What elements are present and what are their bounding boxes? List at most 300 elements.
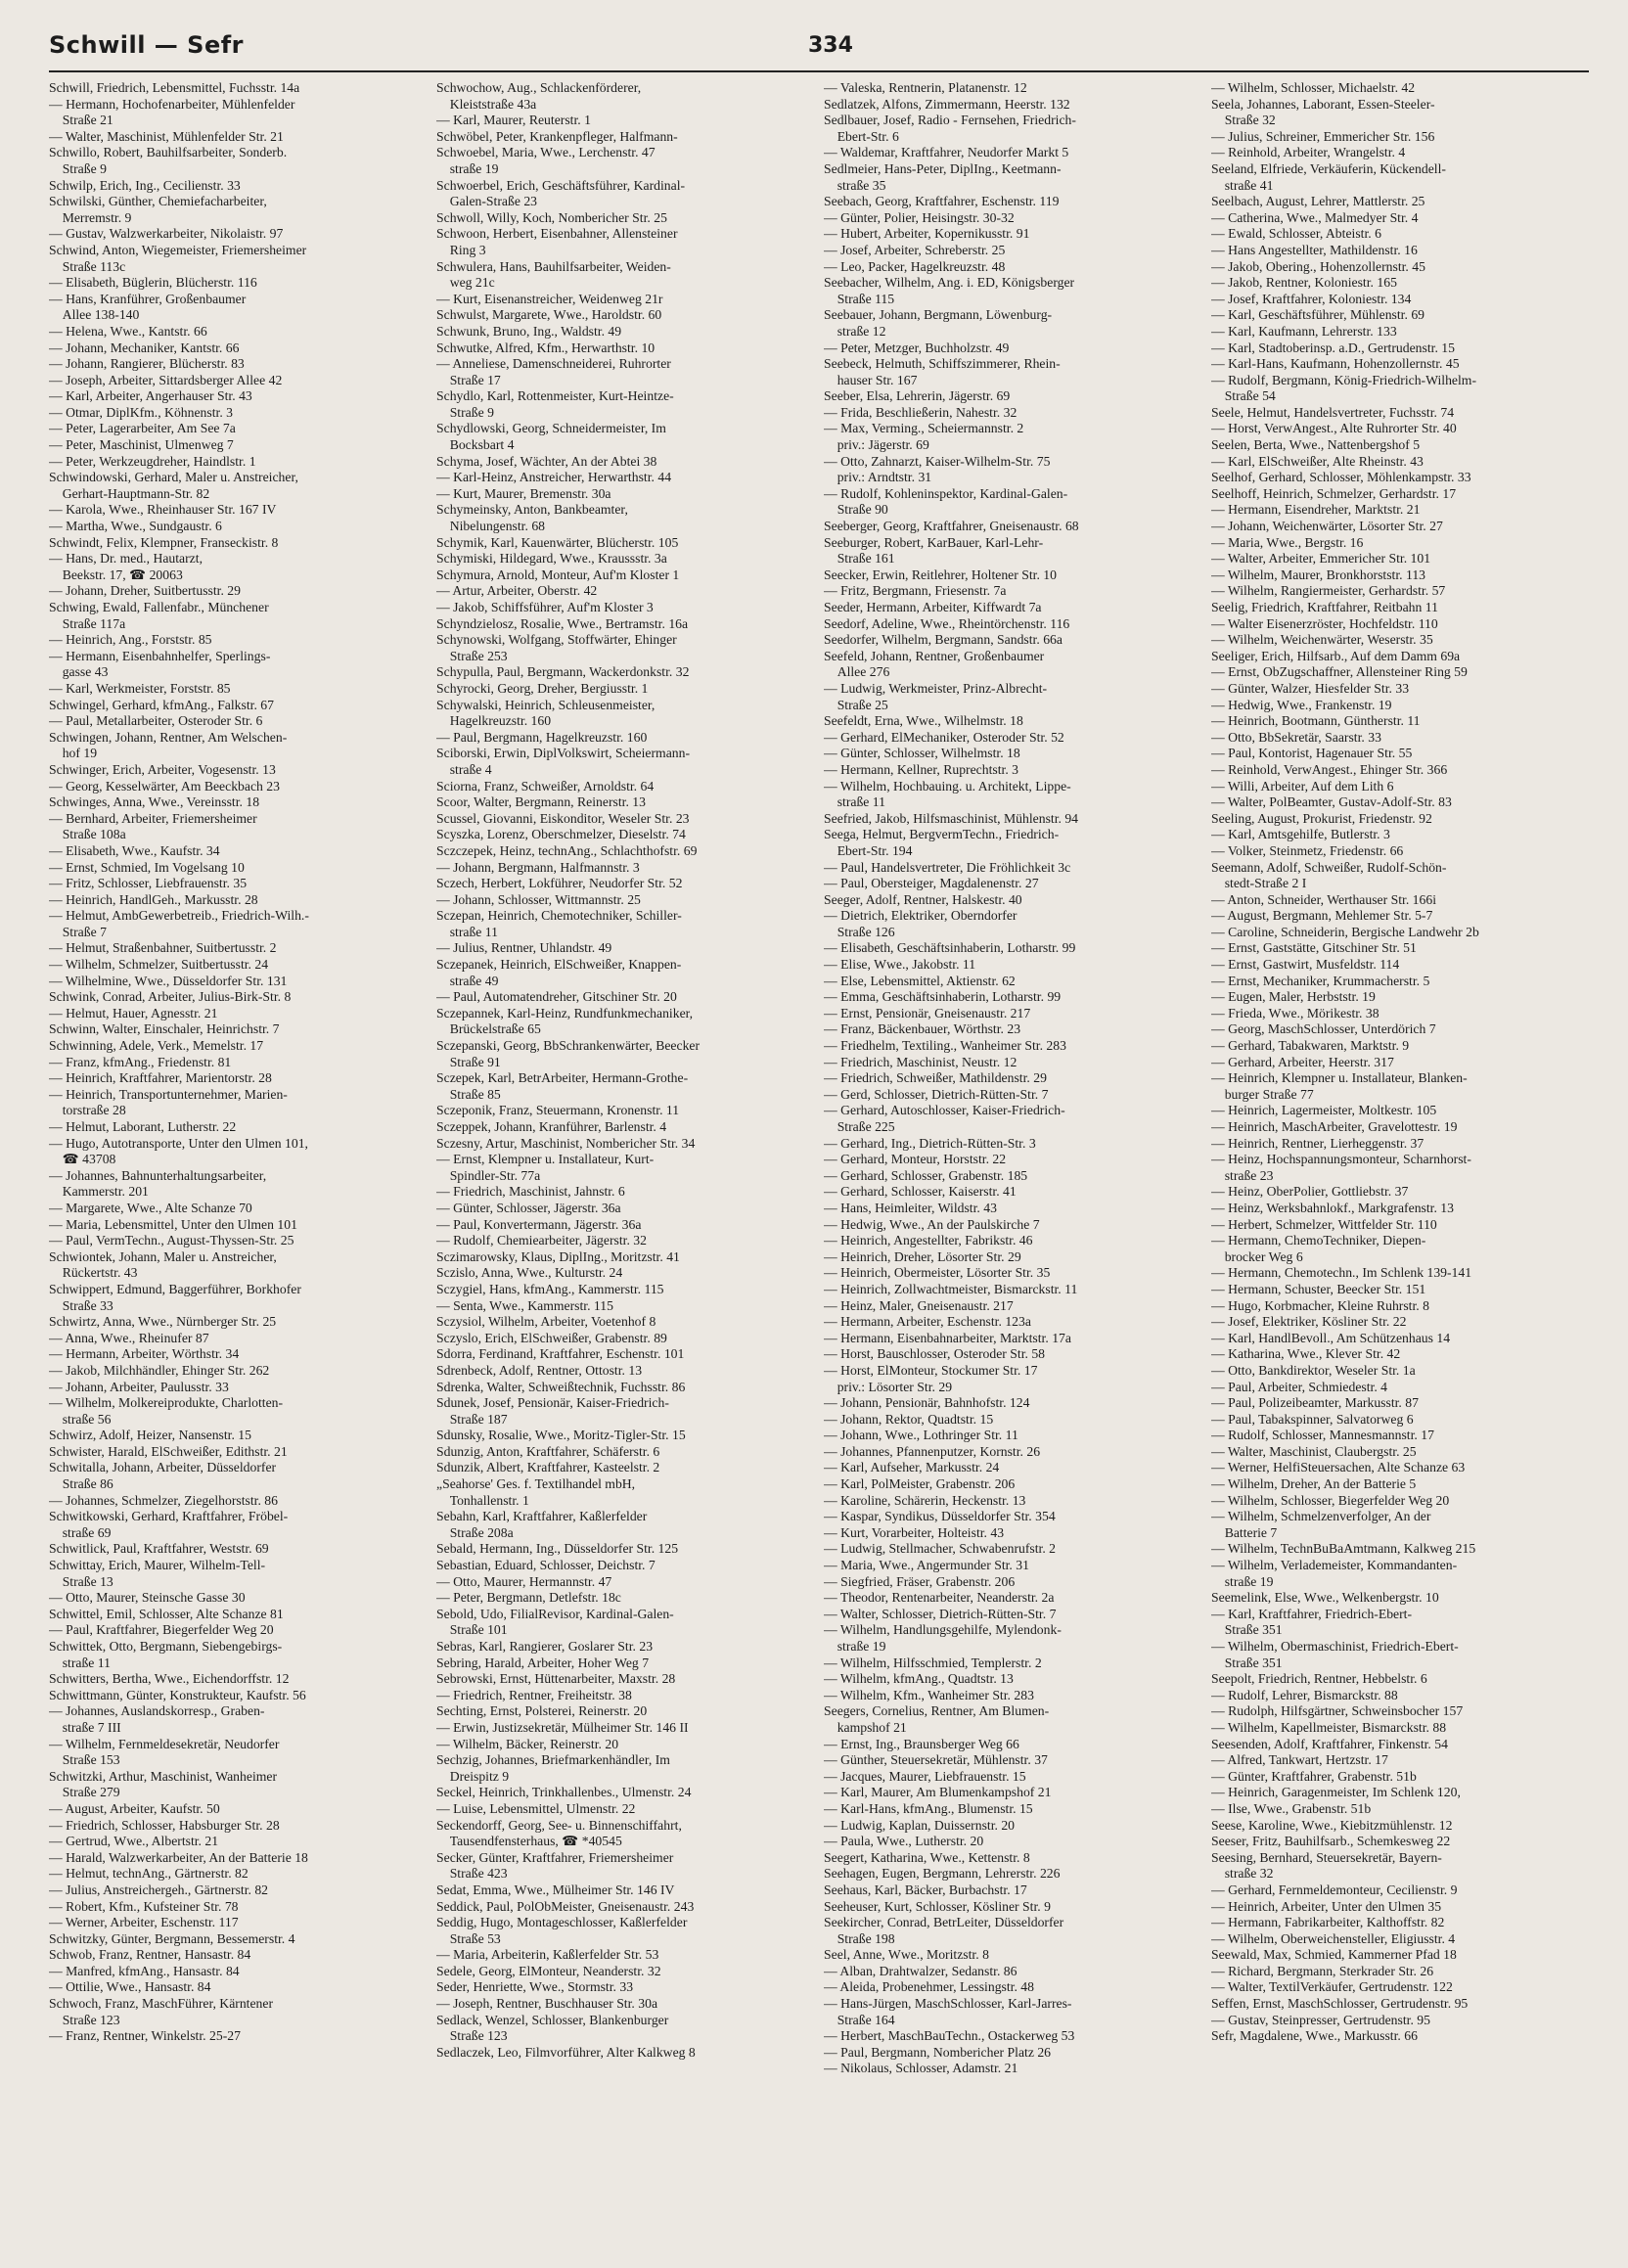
directory-entry-line: Straße 198 (824, 1930, 895, 1946)
directory-entry-line: Seemann, Adolf, Schweißer, Rudolf-Schön- (1211, 859, 1447, 875)
directory-entry-line: Schynowski, Wolfgang, Stoffwärter, Ehinger (436, 632, 677, 648)
directory-entry-line: — Karl, ElSchweißer, Alte Rheinstr. 43 (1211, 453, 1424, 469)
directory-entry-line: — Wilhelm, TechnBuBaAmtmann, Kalkweg 215 (1211, 1541, 1476, 1557)
directory-entry-line: Straße 279 (49, 1785, 120, 1800)
directory-entry-line: — Wilhelm, kfmAng., Quadtstr. 13 (824, 1671, 1014, 1687)
directory-entry-line: Sczepanski, Georg, BbSchrankenwärter, Beecker (436, 1038, 701, 1054)
directory-entry-line: — Peter, Maschinist, Ulmenweg 7 (49, 437, 234, 453)
directory-entry-line: Straße 85 (436, 1086, 501, 1102)
directory-entry-line: Schwulera, Hans, Bauhilfsarbeiter, Weiden- (436, 258, 671, 274)
directory-entry-line: straße 11 (49, 1655, 111, 1670)
directory-entry-line: Straße 108a (49, 827, 126, 842)
directory-entry-line: Sechting, Ernst, Polsterei, Reinerstr. 20 (436, 1703, 648, 1719)
directory-entry-line: Seelhof, Gerhard, Schlosser, Möhlenkampstr. 33 (1211, 470, 1471, 485)
directory-entry-line: — Josef, Kraftfahrer, Koloniestr. 134 (1211, 291, 1412, 306)
directory-entry-line: Schwitzky, Günter, Bergmann, Bessemerstr. 4 (49, 1930, 295, 1946)
directory-entry-line: — Wilhelm, Maurer, Bronkhorststr. 113 (1211, 567, 1426, 582)
directory-entry-line: Seddick, Paul, PolObMeister, Gneisenaustr. 243 (436, 1898, 695, 1914)
directory-entry-line: Seel, Anne, Wwe., Moritzstr. 8 (824, 1947, 989, 1963)
directory-entry-line: Sebahn, Karl, Kraftfahrer, Kaßlerfelder (436, 1509, 648, 1524)
directory-entry-line: — Hermann, Arbeiter, Eschenstr. 123a (824, 1314, 1031, 1330)
directory-entry-line: Sdunzig, Anton, Kraftfahrer, Schäferstr. 6 (436, 1443, 660, 1459)
directory-entry-line: — Hermann, Hochofenarbeiter, Mühlenfelder (49, 96, 295, 112)
directory-entry-line: Straße 123 (436, 2028, 508, 2044)
directory-entry-line: kampshof 21 (824, 1719, 907, 1735)
directory-entry-line: — Josef, Arbeiter, Schreberstr. 25 (824, 242, 1006, 257)
directory-entry-line: — Otto, Bankdirektor, Weseler Str. 1a (1211, 1362, 1416, 1378)
directory-entry-line: — Elisabeth, Wwe., Kaufstr. 34 (49, 842, 220, 858)
directory-entry-line: Straße 86 (49, 1476, 113, 1492)
directory-entry-line: — Fritz, Schlosser, Liebfrauenstr. 35 (49, 876, 248, 891)
directory-entry-line: — Wilhelm, Hilfsschmied, Templerstr. 2 (824, 1655, 1042, 1670)
directory-entry-line: — Karl, Kaufmann, Lehrerstr. 133 (1211, 323, 1397, 339)
directory-entry-line: — Wilhelm, Rangiermeister, Gerhardstr. 57 (1211, 583, 1446, 599)
directory-entry-line: — Ernst, Mechaniker, Krummacherstr. 5 (1211, 973, 1430, 988)
directory-entry-line: Schwitzki, Arthur, Maschinist, Wanheimer (49, 1768, 278, 1784)
directory-entry-line: Gerhart-Hauptmann-Str. 82 (49, 485, 210, 501)
directory-entry-line: Seefeld, Johann, Rentner, Großenbaumer (824, 648, 1045, 663)
directory-entry-line: — Johannes, Pfannenputzer, Kornstr. 26 (824, 1443, 1041, 1459)
directory-entry-line: — Wilhelm, Schmelzer, Suitbertusstr. 24 (49, 957, 269, 973)
directory-entry-line: — Friedhelm, Textiling., Wanheimer Str. 283 (824, 1038, 1066, 1054)
directory-entry-line: Seele, Helmut, Handelsvertreter, Fuchsstr. 74 (1211, 404, 1455, 420)
directory-entry-line: — Dietrich, Elektriker, Oberndorfer (824, 908, 1018, 924)
directory-entry-line: — Gerhard, Schlosser, Grabenstr. 185 (824, 1167, 1028, 1183)
directory-entry-line: Straße 32 (1211, 113, 1276, 128)
directory-entry-line: straße 19 (436, 160, 499, 176)
directory-entry-line: — Hans, Kranführer, Großenbaumer (49, 291, 247, 306)
directory-entry-line: Seeheuser, Kurt, Schlosser, Kösliner Str. 9 (824, 1898, 1051, 1914)
directory-entry-line: — Helmut, Straßenbahner, Suitbertusstr. 2 (49, 940, 277, 956)
directory-entry-line: Straße 113c (49, 258, 126, 274)
directory-entry-line: Schwochow, Aug., Schlackenförderer, (436, 80, 642, 95)
directory-column-1 (49, 80, 425, 2252)
directory-entry-line: Sdunzik, Albert, Kraftfahrer, Kasteelstr. 2 (436, 1460, 660, 1475)
directory-entry-line: — Walter, Schlosser, Dietrich-Rütten-Str. 7 (824, 1606, 1057, 1621)
directory-entry-line: — Horst, VerwAngest., Alte Ruhrorter Str. 40 (1211, 421, 1457, 436)
directory-entry-line: — Ernst, Klempner u. Installateur, Kurt- (436, 1152, 655, 1167)
directory-entry-line: Brückelstraße 65 (436, 1021, 541, 1037)
directory-entry-line: Schydlowski, Georg, Schneidermeister, Im (436, 421, 666, 436)
directory-entry-line: — Gerhard, Autoschlosser, Kaiser-Friedrich- (824, 1103, 1065, 1118)
directory-entry-line: — Hermann, Chemotechn., Im Schlenk 139-141 (1211, 1265, 1472, 1281)
directory-entry-line: Schymura, Arnold, Monteur, Auf'm Kloster 1 (436, 567, 680, 582)
directory-entry-line: — Johann, Bergmann, Halfmannstr. 3 (436, 859, 640, 875)
directory-entry-line: — Karl-Hans, Kaufmann, Hohenzollernstr. 45 (1211, 356, 1460, 372)
directory-entry-line: — Jakob, Milchhändler, Ehinger Str. 262 (49, 1362, 270, 1378)
directory-entry-line: — Johannes, Bahnunterhaltungsarbeiter, (49, 1167, 267, 1183)
directory-column-2 (436, 80, 812, 2252)
directory-entry-line: Sczech, Herbert, Lokführer, Neudorfer Str. 52 (436, 876, 683, 891)
directory-entry-line: — Kaspar, Syndikus, Düsseldorfer Str. 354 (824, 1509, 1056, 1524)
directory-entry-line: — Heinrich, Zollwachtmeister, Bismarckstr. 11 (824, 1281, 1078, 1296)
directory-entry-line: Sefr, Magdalene, Wwe., Markusstr. 66 (1211, 2028, 1418, 2044)
directory-entry-line: — Peter, Bergmann, Detlefstr. 18c (436, 1590, 621, 1606)
directory-entry-line: Seddig, Hugo, Montageschlosser, Kaßlerfelder (436, 1915, 688, 1930)
directory-entry-line: — Gerhard, Monteur, Horststr. 22 (824, 1152, 1007, 1167)
directory-entry-line: straße 41 (1211, 177, 1274, 193)
directory-entry-line: straße 49 (436, 973, 499, 988)
directory-entry-line: — Hedwig, Wwe., Frankenstr. 19 (1211, 697, 1392, 712)
directory-entry-line: — Hermann, Arbeiter, Wörthstr. 34 (49, 1346, 240, 1362)
directory-entry-line: Sdrenbeck, Adolf, Rentner, Ottostr. 13 (436, 1362, 643, 1378)
directory-entry-line: — Artur, Arbeiter, Oberstr. 42 (436, 583, 598, 599)
directory-entry-line: — Ludwig, Kaplan, Duissernstr. 20 (824, 1817, 1016, 1833)
directory-entry-line: Seewald, Max, Schmied, Kammerner Pfad 18 (1211, 1947, 1457, 1963)
directory-entry-line: — Friedrich, Maschinist, Jahnstr. 6 (436, 1184, 625, 1200)
directory-entry-line: Dreispitz 9 (436, 1768, 510, 1784)
directory-entry-line: torstraße 28 (49, 1103, 126, 1118)
directory-entry-line: — Jakob, Schiffsführer, Auf'm Kloster 3 (436, 600, 654, 614)
directory-entry-line: straße 19 (824, 1639, 886, 1654)
directory-entry-line: — Maria, Arbeiterin, Kaßlerfelder Str. 53 (436, 1947, 659, 1963)
directory-entry-line: — Paul, Kontorist, Hagenauer Str. 55 (1211, 746, 1413, 761)
directory-entry-line: — Walter, Arbeiter, Emmericher Str. 101 (1211, 551, 1431, 567)
directory-entry-line: Seeland, Elfriede, Verkäuferin, Kückendell- (1211, 160, 1446, 176)
directory-entry-line: — Reinhold, Arbeiter, Wrangelstr. 4 (1211, 145, 1406, 160)
directory-entry-line: — Valeska, Rentnerin, Platanenstr. 12 (824, 80, 1027, 95)
directory-entry-line: — Anton, Schneider, Werthauser Str. 166i (1211, 891, 1436, 907)
directory-entry-line: — Karl-Hans, kfmAng., Blumenstr. 15 (824, 1800, 1033, 1816)
directory-columns (49, 80, 1589, 2252)
directory-entry-line: — Herbert, MaschBauTechn., Ostackerweg 53 (824, 2028, 1075, 2044)
directory-entry-line: priv.: Jägerstr. 69 (824, 437, 929, 453)
directory-entry-line: — Hermann, Eisenbahnarbeiter, Marktstr. 17a (824, 1330, 1071, 1345)
directory-entry-line: — Ernst, ObZugschaffner, Allensteiner Ring 59 (1211, 664, 1468, 680)
directory-entry-line: — Rudolf, Kohleninspektor, Kardinal-Galen- (824, 485, 1068, 501)
directory-entry-line: — Günter, Kraftfahrer, Grabenstr. 51b (1211, 1768, 1417, 1784)
directory-entry-line: Sczyslo, Erich, ElSchweißer, Grabenstr. 89 (436, 1330, 667, 1345)
directory-entry-line: Sebald, Hermann, Ing., Düsseldorfer Str. 125 (436, 1541, 679, 1557)
directory-entry-line: Seemelink, Else, Wwe., Welkenbergstr. 10 (1211, 1590, 1439, 1606)
directory-entry-line: — Karola, Wwe., Rheinhauser Str. 167 IV (49, 502, 277, 518)
directory-entry-line: Seelen, Berta, Wwe., Nattenbergshof 5 (1211, 437, 1421, 453)
directory-entry-line: — Otto, BbSekretär, Saarstr. 33 (1211, 729, 1381, 745)
directory-entry-line: — Wilhelm, Schlosser, Michaelstr. 42 (1211, 80, 1416, 95)
directory-entry-line: Schwoll, Willy, Koch, Nombericher Str. 25 (436, 209, 667, 225)
directory-entry-line: Schwillo, Robert, Bauhilfsarbeiter, Sonderb. (49, 145, 288, 160)
directory-entry-line: Schwulst, Margarete, Wwe., Haroldstr. 60 (436, 307, 662, 323)
directory-entry-line: — Heinrich, Arbeiter, Unter den Ulmen 35 (1211, 1898, 1442, 1914)
directory-entry-line: — Gustav, Walzwerkarbeiter, Nikolaistr. 97 (49, 226, 284, 242)
directory-entry-line: Galen-Straße 23 (436, 194, 538, 209)
directory-entry-line: — Heinrich, Obermeister, Lösorter Str. 35 (824, 1265, 1051, 1281)
directory-entry-line: Schwink, Conrad, Arbeiter, Julius-Birk-Str. 8 (49, 989, 292, 1005)
directory-entry-line: — Kurt, Eisenanstreicher, Weidenweg 21r (436, 291, 663, 306)
directory-entry-line: — Joseph, Rentner, Buschhauser Str. 30a (436, 1996, 658, 2012)
directory-entry-line: — Wilhelm, Obermaschinist, Friedrich-Ebert- (1211, 1639, 1459, 1654)
directory-entry-line: — Hermann, Fabrikarbeiter, Kalthoffstr. 82 (1211, 1915, 1445, 1930)
directory-entry-line: — Wilhelm, Schmelzenverfolger, An der (1211, 1509, 1431, 1524)
directory-entry-line: — Ernst, Gastwirt, Musfeldstr. 114 (1211, 957, 1400, 973)
directory-entry-line: — Walter, TextilVerkäufer, Gertrudenstr. 122 (1211, 1979, 1453, 1995)
directory-entry-line: — Maria, Wwe., Bergstr. 16 (1211, 534, 1364, 550)
directory-entry-line: — Elisabeth, Geschäftsinhaberin, Lotharstr. 99 (824, 940, 1076, 956)
directory-entry-line: Straße 9 (49, 160, 107, 176)
directory-entry-line: Schyma, Josef, Wächter, An der Abtei 38 (436, 453, 657, 469)
directory-entry-line: — Heinrich, Dreher, Lösorter Str. 29 (824, 1248, 1021, 1264)
directory-entry-line: — Heinrich, MaschArbeiter, Gravelottestr. 19 (1211, 1119, 1458, 1134)
directory-entry-line: Straße 13 (49, 1573, 113, 1589)
directory-entry-line: Schwunk, Bruno, Ing., Waldstr. 49 (436, 323, 622, 339)
directory-entry-line: Seebach, Georg, Kraftfahrer, Eschenstr. 119 (824, 194, 1060, 209)
directory-entry-line: Schyrocki, Georg, Dreher, Bergiusstr. 1 (436, 680, 649, 696)
directory-entry-line: — Paul, Arbeiter, Schmiedestr. 4 (1211, 1379, 1388, 1394)
directory-entry-line: — Anna, Wwe., Rheinufer 87 (49, 1330, 209, 1345)
directory-entry-line: — Hermann, Schuster, Beecker Str. 151 (1211, 1281, 1426, 1296)
directory-entry-line: Schwinger, Erich, Arbeiter, Vogesenstr. 13 (49, 761, 276, 777)
directory-entry-line: — Johann, Pensionär, Bahnhofstr. 124 (824, 1395, 1030, 1411)
directory-entry-line: — Hans-Jürgen, MaschSchlosser, Karl-Jarres- (824, 1996, 1072, 2012)
directory-entry-line: — Karl, Geschäftsführer, Mühlenstr. 69 (1211, 307, 1425, 323)
directory-entry-line: Schwoch, Franz, MaschFührer, Kärntener (49, 1996, 274, 2012)
directory-entry-line: Schwippert, Edmund, Baggerführer, Borkhofer (49, 1281, 301, 1296)
directory-entry-line: — Paul, Bergmann, Nombericher Platz 26 (824, 2044, 1052, 2060)
directory-entry-line: Bocksbart 4 (436, 437, 515, 453)
directory-entry-line: Schywalski, Heinrich, Schleusenmeister, (436, 697, 656, 712)
directory-entry-line: Straße 351 (1211, 1622, 1283, 1638)
directory-entry-line: Sdunek, Josef, Pensionär, Kaiser-Friedrich- (436, 1395, 669, 1411)
directory-entry-line: — Hermann, Eisendreher, Marktstr. 21 (1211, 502, 1421, 518)
directory-entry-line: Schwitkowski, Gerhard, Kraftfahrer, Fröbel- (49, 1509, 289, 1524)
directory-entry-line: Schwitlick, Paul, Kraftfahrer, Weststr. 69 (49, 1541, 269, 1557)
directory-entry-line: — Karoline, Schärerin, Heckenstr. 13 (824, 1492, 1026, 1508)
directory-entry-line: priv.: Lösorter Str. 29 (824, 1379, 953, 1394)
directory-entry-line: — Johann, Wwe., Lothringer Str. 11 (824, 1428, 1018, 1443)
directory-entry-line: Rückertstr. 43 (49, 1265, 138, 1281)
directory-entry-line: — Johannes, Schmelzer, Ziegelhorststr. 86 (49, 1492, 278, 1508)
directory-entry-line: — Martha, Wwe., Sundgaustr. 6 (49, 519, 222, 534)
directory-entry-line: Sebastian, Eduard, Schlosser, Deichstr. 7 (436, 1558, 656, 1573)
directory-entry-line: Schwoerbel, Erich, Geschäftsführer, Kardinal- (436, 177, 686, 193)
directory-entry-line: — Georg, Kesselwärter, Am Beeckbach 23 (49, 778, 280, 794)
directory-entry-line: — Maria, Wwe., Angermunder Str. 31 (824, 1558, 1029, 1573)
directory-entry-line: — Paul, Polizeibeamter, Markusstr. 87 (1211, 1395, 1419, 1411)
directory-entry-line: — Georg, MaschSchlosser, Unterdörich 7 (1211, 1021, 1436, 1037)
directory-entry-line: Straße 7 (49, 924, 107, 939)
directory-entry-line: Schwob, Franz, Rentner, Hansastr. 84 (49, 1947, 251, 1963)
directory-entry-line: priv.: Arndtstr. 31 (824, 470, 932, 485)
directory-entry-line: — Leo, Packer, Hagelkreuzstr. 48 (824, 258, 1006, 274)
directory-column-3 (824, 80, 1199, 2252)
directory-entry-line: Schwöbel, Peter, Krankenpfleger, Halfmann- (436, 128, 678, 144)
directory-entry-line: Scoor, Walter, Bergmann, Reinerstr. 13 (436, 794, 646, 810)
directory-entry-line: Seeburger, Robert, KarBauer, Karl-Lehr- (824, 534, 1044, 550)
directory-entry-line: — Günter, Schlosser, Wilhelmstr. 18 (824, 746, 1020, 761)
directory-entry-line: — Peter, Lagerarbeiter, Am See 7a (49, 421, 236, 436)
directory-entry-line: straße 7 III (49, 1719, 121, 1735)
directory-entry-line: Straße 33 (49, 1297, 113, 1313)
directory-entry-line: Seeder, Hermann, Arbeiter, Kiffwardt 7a (824, 600, 1042, 614)
directory-entry-line: — Hans Angestellter, Mathildenstr. 16 (1211, 242, 1418, 257)
directory-entry-line: Straße 17 (436, 372, 501, 387)
directory-entry-line: — Rudolf, Chemiearbeiter, Jägerstr. 32 (436, 1233, 647, 1248)
directory-entry-line: — Gertrud, Wwe., Albertstr. 21 (49, 1834, 219, 1849)
directory-entry-line: — Heinz, Maler, Gneisenaustr. 217 (824, 1297, 1014, 1313)
directory-entry-line: — Ernst, Gaststätte, Gitschiner Str. 51 (1211, 940, 1417, 956)
directory-entry-line: — Heinz, Hochspannungsmonteur, Scharnhorst- (1211, 1152, 1471, 1167)
directory-entry-line: — Hugo, Korbmacher, Kleine Ruhrstr. 8 (1211, 1297, 1429, 1313)
directory-entry-line: straße 56 (49, 1411, 112, 1427)
directory-entry-line: — Günter, Walzer, Hiesfelder Str. 33 (1211, 680, 1410, 696)
directory-entry-line: — Johann, Dreher, Suitbertusstr. 29 (49, 583, 241, 599)
directory-entry-line: Seedorf, Adeline, Wwe., Rheintörchenstr. 116 (824, 615, 1070, 631)
directory-entry-line: — Karl, Maurer, Reuterstr. 1 (436, 113, 591, 128)
directory-entry-line: Sciorna, Franz, Schweißer, Arnoldstr. 64 (436, 778, 655, 794)
directory-entry-line: — Paul, Obersteiger, Magdalenenstr. 27 (824, 876, 1039, 891)
directory-entry-line: — Paul, VermTechn., August-Thyssen-Str. 25 (49, 1233, 294, 1248)
directory-entry-line: Straße 53 (436, 1930, 501, 1946)
directory-entry-line: Straße 126 (824, 924, 895, 939)
header-rule (49, 70, 1589, 72)
directory-entry-line: — Reinhold, VerwAngest., Ehinger Str. 366 (1211, 761, 1448, 777)
directory-entry-line: Seepolt, Friedrich, Rentner, Hebbelstr. 6 (1211, 1671, 1427, 1687)
directory-entry-line: — Maria, Lebensmittel, Unter den Ulmen 101 (49, 1216, 297, 1232)
directory-entry-line: Schwirtz, Anna, Wwe., Nürnberger Str. 25 (49, 1314, 277, 1330)
directory-entry-line: — Helmut, technAng., Gärtnerstr. 82 (49, 1866, 249, 1882)
directory-entry-line: — Heinrich, Lagermeister, Moltkestr. 105 (1211, 1103, 1437, 1118)
directory-entry-line: — Herbert, Schmelzer, Wittfelder Str. 110 (1211, 1216, 1437, 1232)
directory-entry-line: Sedlack, Wenzel, Schlosser, Blankenburger (436, 2012, 669, 2027)
directory-entry-line: Sczimarowsky, Klaus, DiplIng., Moritzstr. 41 (436, 1248, 680, 1264)
directory-entry-line: — Otto, Maurer, Hermannstr. 47 (436, 1573, 612, 1589)
directory-entry-line: Schwittmann, Günter, Konstrukteur, Kaufstr. 56 (49, 1687, 306, 1702)
directory-entry-line: Straße 90 (824, 502, 888, 518)
directory-entry-line: — Paul, Tabakspinner, Salvatorweg 6 (1211, 1411, 1414, 1427)
directory-entry-line: — Wilhelm, Verlademeister, Kommandanten- (1211, 1558, 1458, 1573)
directory-entry-line: — Franz, kfmAng., Friedenstr. 81 (49, 1054, 232, 1069)
directory-entry-line: Seeber, Elsa, Lehrerin, Jägerstr. 69 (824, 388, 1011, 404)
directory-entry-line: — Helmut, Hauer, Agnesstr. 21 (49, 1005, 218, 1021)
directory-entry-line: — Ernst, Pensionär, Gneisenaustr. 217 (824, 1005, 1031, 1021)
directory-entry-line: — Franz, Rentner, Winkelstr. 25-27 (49, 2028, 241, 2044)
directory-entry-line: — Wilhelm, Bäcker, Reinerstr. 20 (436, 1736, 619, 1751)
directory-entry-line: Sczislo, Anna, Wwe., Kulturstr. 24 (436, 1265, 623, 1281)
directory-entry-line: — Hermann, Kellner, Ruprechtstr. 3 (824, 761, 1019, 777)
directory-entry-line: Straße 25 (824, 697, 888, 712)
directory-entry-line: — Caroline, Schneiderin, Bergische Landwehr 2b (1211, 924, 1479, 939)
directory-entry-line: — Kurt, Maurer, Bremenstr. 30a (436, 485, 611, 501)
directory-entry-line: Ring 3 (436, 242, 486, 257)
directory-entry-line: — Julius, Anstreichergeh., Gärtnerstr. 82 (49, 1882, 269, 1897)
directory-entry-line: Schwingen, Johann, Rentner, Am Welschen- (49, 729, 288, 745)
directory-entry-line: Seehagen, Eugen, Bergmann, Lehrerstr. 226 (824, 1866, 1061, 1882)
directory-entry-line: Schwinn, Walter, Einschaler, Heinrichstr. 7 (49, 1021, 280, 1037)
directory-entry-line: Sedat, Emma, Wwe., Mülheimer Str. 146 IV (436, 1882, 675, 1897)
directory-entry-line: — Hugo, Autotransporte, Unter den Ulmen 101, (49, 1135, 308, 1151)
directory-entry-line: Straße 153 (49, 1752, 120, 1768)
directory-entry-line: — Johann, Mechaniker, Kantstr. 66 (49, 340, 240, 355)
directory-entry-line: — Elise, Wwe., Jakobstr. 11 (824, 957, 976, 973)
directory-entry-line: — Gerd, Schlosser, Dietrich-Rütten-Str. 7 (824, 1086, 1049, 1102)
directory-entry-line: Seckel, Heinrich, Trinkhallenbes., Ulmenstr. 24 (436, 1785, 692, 1800)
directory-entry-line: — Gerhard, Tabakwaren, Marktstr. 9 (1211, 1038, 1410, 1054)
directory-entry-line: Seelbach, August, Lehrer, Mattlerstr. 25 (1211, 194, 1425, 209)
directory-entry-line: — Wilhelm, Kapellmeister, Bismarckstr. 88 (1211, 1719, 1447, 1735)
directory-entry-line: Seesenden, Adolf, Kraftfahrer, Finkenstr. 54 (1211, 1736, 1448, 1751)
directory-entry-line: — Theodor, Rentenarbeiter, Neanderstr. 2a (824, 1590, 1055, 1606)
directory-entry-line: — Nikolaus, Schlosser, Adamstr. 21 (824, 2061, 1018, 2076)
directory-entry-line: Beekstr. 17, ☎ 20063 (49, 567, 183, 582)
directory-entry-line: Sczepannek, Karl-Heinz, Rundfunkmechaniker, (436, 1005, 694, 1021)
directory-column-4 (1211, 80, 1587, 2252)
directory-entry-line: — Karl, PolMeister, Grabenstr. 206 (824, 1476, 1016, 1492)
directory-entry-line: Seebauer, Johann, Bergmann, Löwenburg- (824, 307, 1053, 323)
directory-entry-line: — Willi, Arbeiter, Auf dem Lith 6 (1211, 778, 1394, 794)
directory-entry-line: — Johann, Schlosser, Wittmannstr. 25 (436, 891, 641, 907)
directory-entry-line: Sebras, Karl, Rangierer, Goslarer Str. 23 (436, 1639, 654, 1654)
directory-entry-line: Seega, Helmut, BergvermTechn., Friedrich- (824, 827, 1060, 842)
directory-entry-line: — Wilhelm, Handlungsgehilfe, Mylendonk- (824, 1622, 1062, 1638)
directory-entry-line: Seckendorff, Georg, See- u. Binnenschiffahrt, (436, 1817, 682, 1833)
directory-entry-line: Schwiontek, Johann, Maler u. Anstreicher, (49, 1248, 277, 1264)
directory-entry-line: — Otmar, DiplKfm., Köhnenstr. 3 (49, 404, 234, 420)
directory-entry-line: Seffen, Ernst, MaschSchlosser, Gertrudenstr. 95 (1211, 1996, 1469, 2012)
directory-entry-line: Seelhoff, Heinrich, Schmelzer, Gerhardstr. 17 (1211, 485, 1457, 501)
directory-entry-line: Kleiststraße 43a (436, 96, 537, 112)
directory-entry-line: Sedlbauer, Josef, Radio - Fernsehen, Friedrich- (824, 113, 1076, 128)
directory-entry-line: — Walter, Maschinist, Mühlenfelder Str. 21 (49, 128, 284, 144)
directory-entry-line: — Paul, Kraftfahrer, Biegerfelder Weg 20 (49, 1622, 274, 1638)
directory-entry-line: — Wilhelm, Schlosser, Biegerfelder Weg 20 (1211, 1492, 1450, 1508)
directory-entry-line: Schwinning, Adele, Verk., Memelstr. 17 (49, 1038, 264, 1054)
directory-entry-line: — Gerhard, Arbeiter, Heerstr. 317 (1211, 1054, 1394, 1069)
directory-entry-line: Schymiski, Hildegard, Wwe., Kraussstr. 3a (436, 551, 667, 567)
directory-entry-line: — Heinrich, Angestellter, Fabrikstr. 46 (824, 1233, 1033, 1248)
directory-entry-line: Straße 164 (824, 2012, 895, 2027)
directory-entry-line: Sciborski, Erwin, DiplVolkswirt, Scheiermann- (436, 746, 691, 761)
directory-entry-line: Sdrenka, Walter, Schweißtechnik, Fuchsstr. 86 (436, 1379, 686, 1394)
page-number: 334 (808, 33, 853, 58)
directory-entry-line: — Otto, Zahnarzt, Kaiser-Wilhelm-Str. 75 (824, 453, 1051, 469)
directory-entry-line: — August, Arbeiter, Kaufstr. 50 (49, 1800, 220, 1816)
directory-entry-line: — Karl, Amtsgehilfe, Butlerstr. 3 (1211, 827, 1390, 842)
directory-entry-line: Seebeck, Helmuth, Schiffszimmerer, Rhein- (824, 356, 1061, 372)
directory-entry-line: — Helena, Wwe., Kantstr. 66 (49, 323, 207, 339)
directory-entry-line: — Günter, Polier, Heisingstr. 30-32 (824, 209, 1015, 225)
directory-entry-line: — August, Bergmann, Mehlemer Str. 5-7 (1211, 908, 1433, 924)
directory-entry-line: — Ilse, Wwe., Grabenstr. 51b (1211, 1800, 1372, 1816)
directory-entry-line: Sebold, Udo, FilialRevisor, Kardinal-Galen- (436, 1606, 674, 1621)
directory-entry-line: — Hans, Dr. med., Hautarzt, (49, 551, 203, 567)
directory-entry-line: Allee 138-140 (49, 307, 140, 323)
directory-entry-line: — Fritz, Bergmann, Friesenstr. 7a (824, 583, 1007, 599)
directory-entry-line: Seelig, Friedrich, Kraftfahrer, Reitbahn 11 (1211, 600, 1438, 614)
page-header (49, 27, 1589, 70)
directory-entry-line: Schwutke, Alfred, Kfm., Herwarthstr. 10 (436, 340, 656, 355)
directory-entry-line: — Margarete, Wwe., Alte Schanze 70 (49, 1200, 252, 1215)
directory-entry-line: Ebert-Str. 194 (824, 842, 913, 858)
directory-entry-line: — Manfred, kfmAng., Hansastr. 84 (49, 1963, 240, 1978)
directory-entry-line: Sczczepek, Heinz, technAng., Schlachthofstr. 69 (436, 842, 698, 858)
directory-entry-line: — Frieda, Wwe., Mörikestr. 38 (1211, 1005, 1379, 1021)
directory-entry-line: Schwoon, Herbert, Eisenbahner, Allensteiner (436, 226, 678, 242)
directory-entry-line: Scyszka, Lorenz, Oberschmelzer, Dieselstr. 74 (436, 827, 686, 842)
directory-entry-line: Scussel, Giovanni, Eiskonditor, Weseler Str. 23 (436, 810, 690, 826)
directory-entry-line: Schwister, Harald, ElSchweißer, Edithstr. 21 (49, 1443, 288, 1459)
directory-entry-line: — Aleida, Probenehmer, Lessingstr. 48 (824, 1979, 1034, 1995)
directory-entry-line: — Else, Lebensmittel, Aktienstr. 62 (824, 973, 1016, 988)
directory-entry-line: — Paul, Bergmann, Hagelkreuzstr. 160 (436, 729, 648, 745)
directory-entry-line: Straße 187 (436, 1411, 508, 1427)
directory-entry-line: — Heinrich, Transportunternehmer, Marien- (49, 1086, 288, 1102)
directory-entry-line: Straße 9 (436, 404, 494, 420)
directory-entry-line: Seedorfer, Wilhelm, Bergmann, Sandstr. 66a (824, 632, 1063, 648)
directory-entry-line: Schypulla, Paul, Bergmann, Wackerdonkstr. 32 (436, 664, 690, 680)
directory-entry-line: — Katharina, Wwe., Klever Str. 42 (1211, 1346, 1401, 1362)
directory-entry-line: — Peter, Metzger, Buchholzstr. 49 (824, 340, 1010, 355)
directory-entry-line: — Frida, Beschließerin, Nahestr. 32 (824, 404, 1018, 420)
